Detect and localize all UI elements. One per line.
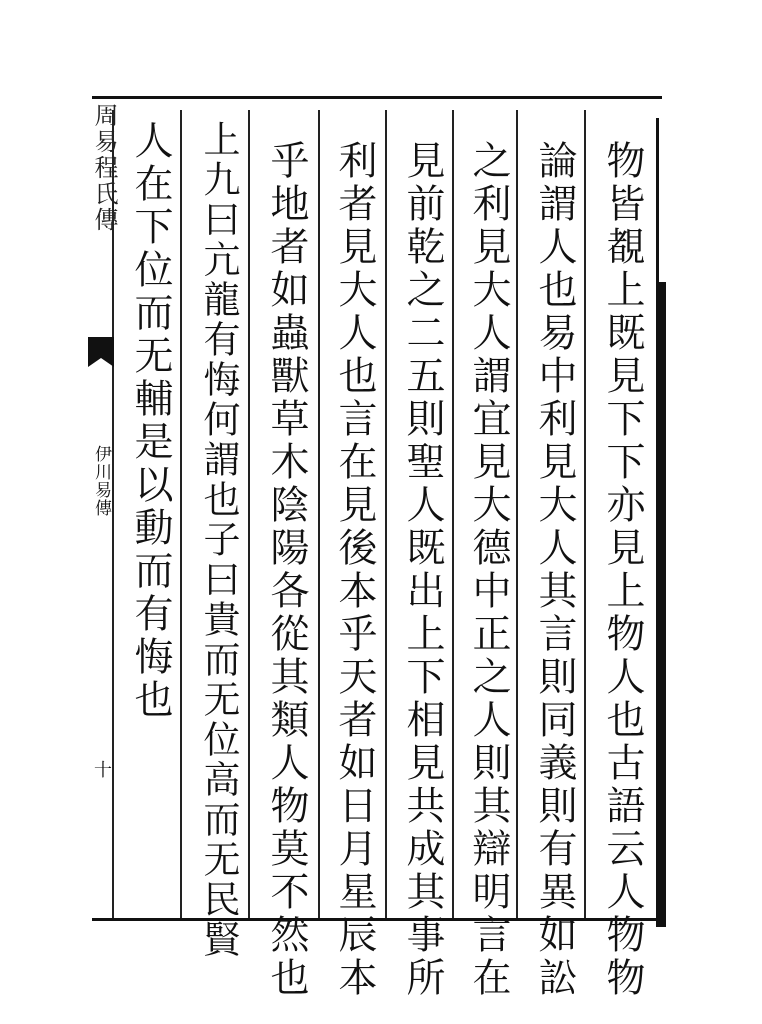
text-column-8: 人在下位而无輔是以動而有悔也 (128, 120, 173, 722)
text-column-2: 論謂人也易中利見大人其言則同義則有異如訟 (532, 140, 577, 1000)
text-column-5: 利者見大人也言在見後本乎天者如日月星辰本 (332, 140, 377, 1000)
column-divider (452, 110, 454, 918)
column-divider (385, 110, 387, 918)
frame-top-border (92, 96, 662, 99)
text-column-4: 見前乾之二五則聖人既出上下相見共成其事所 (400, 140, 445, 1000)
column-divider (180, 110, 182, 918)
spine-shadow (656, 282, 666, 927)
column-divider (248, 110, 250, 918)
column-divider (584, 110, 586, 918)
column-divider (318, 110, 320, 918)
margin-page-number: 十 (91, 760, 112, 778)
text-column-3: 之利見大人謂宜見大德中正之人則其辯明言在 (466, 140, 511, 1000)
text-column-7: 上九曰亢龍有悔何謂也子曰貴而无位高而无民賢 (197, 120, 240, 960)
text-column-6: 乎地者如蟲獸草木陰陽各從其類人物莫不然也 (264, 140, 309, 1000)
fishtail-mark (88, 337, 114, 367)
text-column-1: 物皆覩上既見下下亦見上物人也古語云人物物 (600, 140, 645, 1000)
margin-section-label: 伊川易傳 (91, 445, 111, 517)
margin-book-title: 周易程氏傳 (90, 103, 118, 233)
